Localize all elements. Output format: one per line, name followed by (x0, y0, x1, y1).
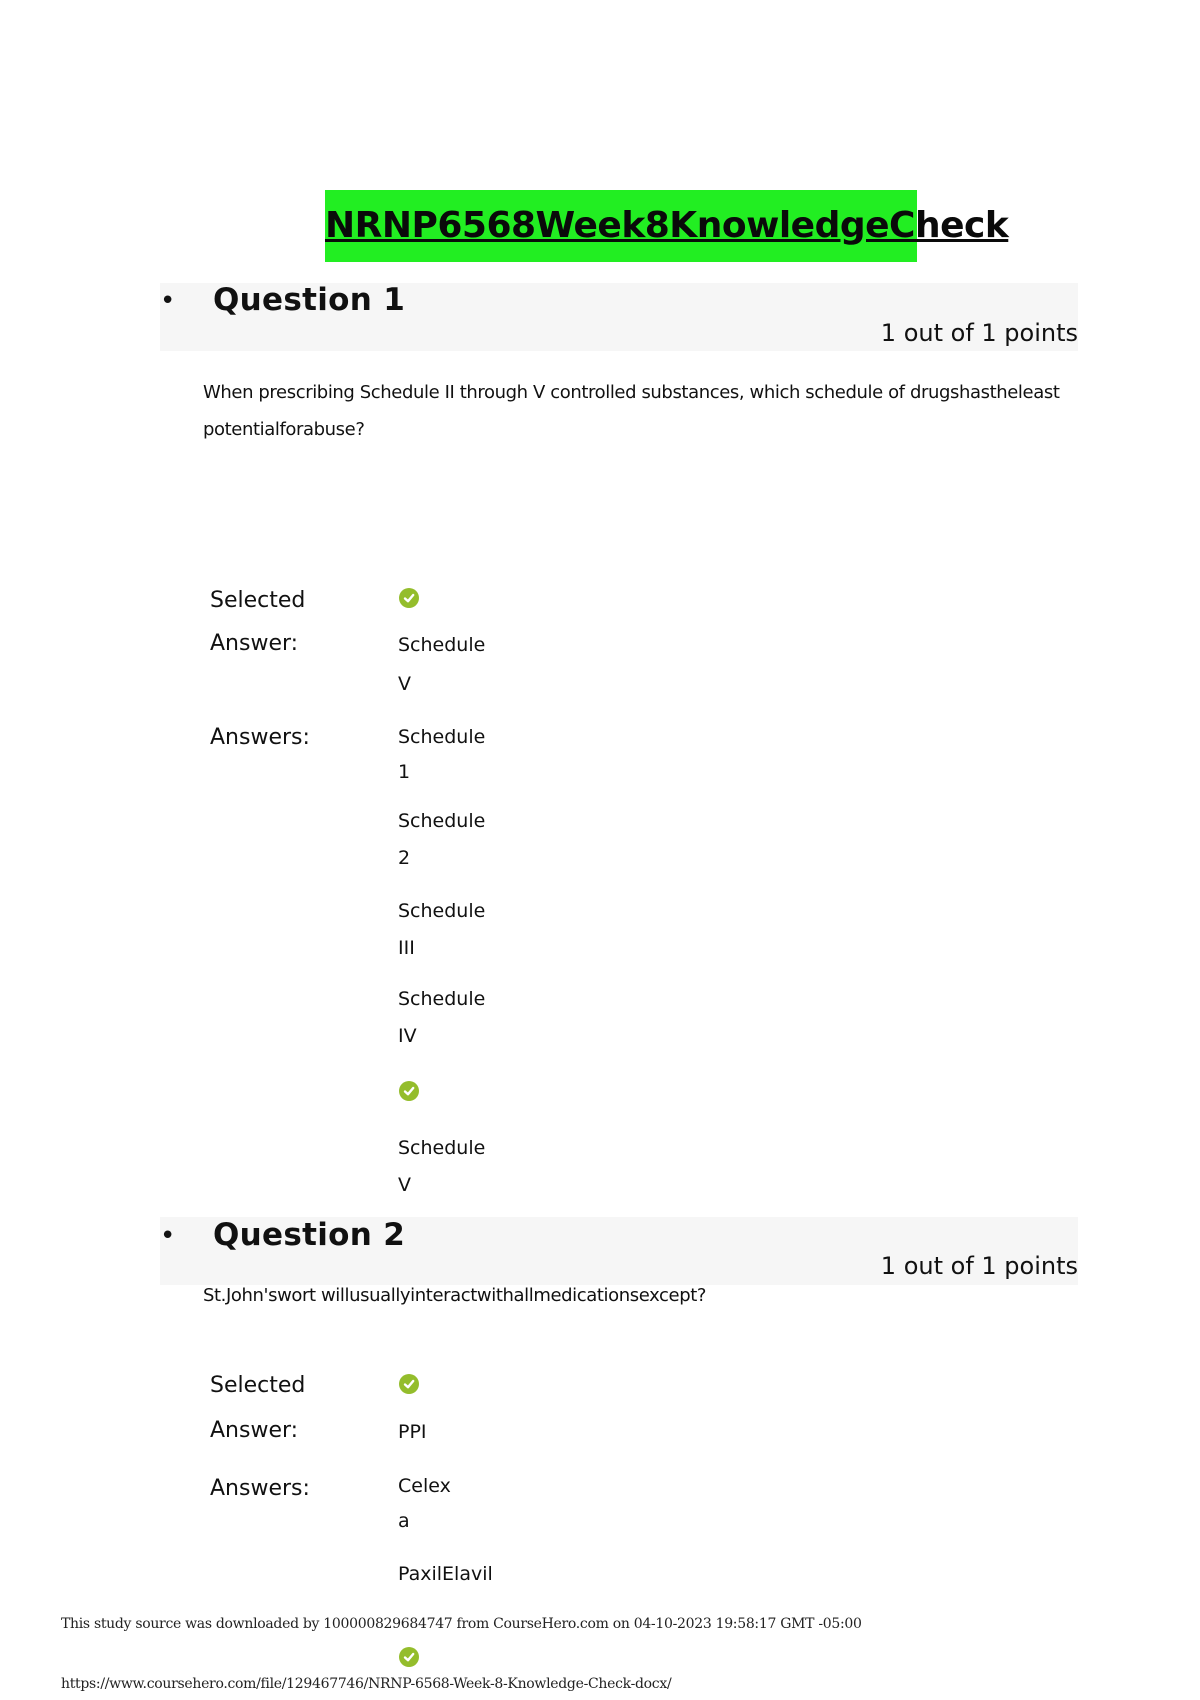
source-footer: This study source was downloaded by 100000829684747 from CourseHero.com on 04-10-2023 19:58:17 GMT -05:00 (61, 1616, 862, 1632)
answer-option-line2: III (398, 937, 415, 959)
answer-option-line1: Schedule (398, 900, 486, 922)
answer-option-line2: a (398, 1510, 410, 1532)
question-1-title: Question 1 (213, 282, 406, 318)
question-1-points: 1 out of 1 points (880, 319, 1078, 347)
source-url[interactable]: https://www.coursehero.com/file/129467746/NRNP-6568-Week-8-Knowledge-Check-docx/ (61, 1676, 672, 1692)
question-2-title: Question 2 (213, 1217, 406, 1253)
answer-option-line2: IV (398, 1025, 417, 1047)
answer-option-line1: Celex (398, 1475, 451, 1497)
answer-option-line2: 2 (398, 847, 411, 869)
question-1-answer-label: Answer: (210, 631, 299, 656)
answer-option-line1: Schedule (398, 726, 486, 748)
question-1-selected-answer-line1: Schedule (398, 634, 486, 656)
question-1-bullet: • (160, 286, 176, 316)
answer-option-line2: 1 (398, 761, 411, 783)
answer-option: PaxilElavil (398, 1563, 493, 1585)
question-1-text-line2: potentialforabuse? (203, 419, 365, 440)
check-circle-icon (399, 1374, 419, 1394)
question-2-bullet: • (160, 1221, 176, 1251)
question-2-answers-label: Answers: (210, 1476, 310, 1501)
question-1-answers-label: Answers: (210, 725, 310, 750)
question-2-answer-label: Answer: (210, 1418, 299, 1443)
question-1-selected-label: Selected (210, 588, 306, 613)
check-circle-icon (399, 1081, 419, 1101)
check-circle-icon (399, 1647, 419, 1667)
question-2-points: 1 out of 1 points (880, 1252, 1078, 1280)
question-1-selected-answer-line2: V (398, 673, 411, 695)
answer-option-line1: Schedule (398, 810, 486, 832)
document-title: NRNP6568Week8KnowledgeCheck (325, 190, 917, 262)
answer-option-line1: Schedule (398, 988, 486, 1010)
question-1-text-line1: When prescribing Schedule II through V controlled substances, which schedule of drugshastheleast (203, 382, 1060, 403)
question-2-selected-answer: PPI (398, 1421, 427, 1443)
answer-option-line2: V (398, 1174, 411, 1196)
question-2-text: St.John'swort willusuallyinteractwithallmedicationsexcept? (203, 1285, 707, 1306)
check-circle-icon (399, 588, 419, 608)
answer-option-line1: Schedule (398, 1137, 486, 1159)
question-2-selected-label: Selected (210, 1373, 306, 1398)
